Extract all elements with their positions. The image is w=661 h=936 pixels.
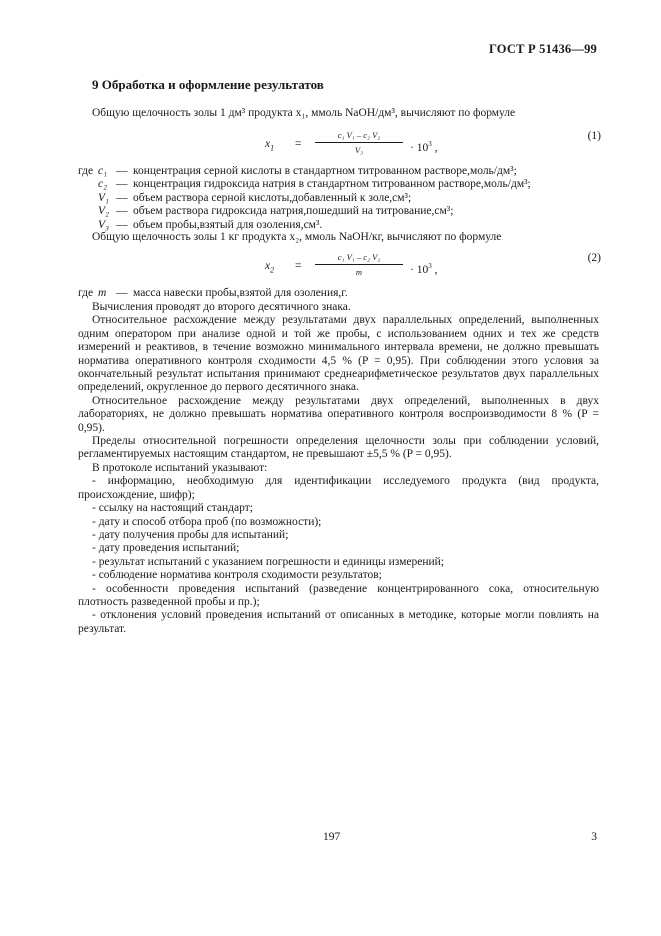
legend-dash: — bbox=[116, 165, 128, 177]
formula-1-equals: = bbox=[295, 138, 302, 150]
protocol-item: - дату проведения испытаний; bbox=[92, 542, 240, 555]
formula-1-denominator: V₃ bbox=[354, 145, 364, 155]
fraction-bar bbox=[315, 142, 403, 143]
document-id-header: ГОСТ Р 51436—99 bbox=[488, 42, 597, 56]
legend-text: объем раствора гидроксида натрия,пошедший на титрование,см³; bbox=[133, 205, 454, 218]
formula-1-numerator: c₁ V₁ – c₂ V₂ bbox=[337, 130, 381, 140]
intro-formula-1: Общую щелочность золы 1 дм³ продукта x₁, ммоль NaOH/дм³, вычисляют по формуле bbox=[92, 107, 516, 119]
legend-symbol: c₁ bbox=[98, 165, 108, 177]
legend-symbol: V₂ bbox=[98, 205, 110, 218]
legend-symbol: m bbox=[98, 287, 107, 299]
formula-2-lhs: $x_2$ bbox=[265, 260, 275, 275]
formula-2-denominator: m bbox=[355, 267, 363, 277]
formula-2-legend bbox=[78, 287, 618, 300]
formula-2-equals: = bbox=[295, 260, 302, 272]
footer-page-number: 3 bbox=[591, 831, 597, 843]
legend-text: концентрация гидроксида натрия в стандартном титрованном растворе,моль/дм³; bbox=[133, 178, 531, 191]
formula-2-fraction bbox=[315, 252, 403, 278]
legend-row bbox=[78, 205, 618, 218]
legend-symbol: V₃ bbox=[98, 218, 110, 231]
formula-1 bbox=[265, 130, 465, 160]
paragraph: В протоколе испытаний указывают: bbox=[92, 461, 268, 474]
protocol-item: - особенности проведения испытаний (разведение концентрированного сока, относительную плотность разведенной пробы и пр.); bbox=[78, 582, 599, 608]
formula-1-multiplier: · $10^3$ , bbox=[410, 140, 438, 154]
fraction-bar bbox=[315, 264, 403, 265]
paragraph: Относительное расхождение между результатами двух параллельных определений, выполненных одним оператором при анализе одной и той же пробы, с использованием одних и тех же средств измерений и реактивов, в течение возможно минимального интервала времени, не должно превышать норматива оперативного контроля сходимости 4,5 % (P = 0,95). При соблюдении этого условия за окончательный результат испытания принимают среднеарифметическое результатов двух параллельных определений, округленное до первого десятичного знака. bbox=[78, 314, 599, 394]
legend-where: где bbox=[78, 287, 94, 299]
paragraph: Вычисления проводят до второго десятичного знака. bbox=[92, 301, 351, 313]
legend-row bbox=[78, 192, 618, 205]
formula-1-legend bbox=[78, 165, 618, 232]
legend-where: где bbox=[78, 165, 94, 177]
legend-symbol: c₂ bbox=[98, 178, 108, 191]
formula-1-fraction bbox=[315, 130, 403, 156]
protocol-item: - ссылку на настоящий стандарт; bbox=[92, 502, 253, 515]
formula-2-number: (2) bbox=[587, 252, 601, 264]
protocol-item: - дату получения пробы для испытаний; bbox=[92, 528, 289, 541]
formula-2-numerator: c₁ V₁ – c₂ V₂ bbox=[337, 252, 381, 262]
legend-row bbox=[78, 219, 618, 232]
legend-text: объем пробы,взятый для озоления,см³. bbox=[133, 218, 323, 231]
legend-row bbox=[78, 178, 618, 191]
protocol-item: - отклонения условий проведения испытаний от описанных в методике, которые могли повлиять на результат. bbox=[78, 609, 599, 635]
legend-dash: — bbox=[116, 218, 128, 231]
legend-text: масса навески пробы,взятой для озоления,г. bbox=[133, 287, 348, 299]
legend-text: концентрация серной кислоты в стандартном титрованном растворе,моль/дм³; bbox=[133, 165, 517, 177]
legend-text: объем раствора серной кислоты,добавленный к золе,см³; bbox=[133, 191, 412, 204]
formula-1-lhs: $x_1$ bbox=[265, 138, 275, 153]
legend-symbol: V₁ bbox=[98, 191, 110, 204]
legend-dash: — bbox=[116, 191, 128, 204]
protocol-item: - дату и способ отбора проб (по возможности); bbox=[92, 515, 322, 528]
results-body bbox=[78, 301, 599, 636]
formula-1-number: (1) bbox=[587, 130, 601, 142]
legend-row bbox=[78, 287, 618, 300]
protocol-item: - соблюдение норматива контроля сходимости результатов; bbox=[92, 569, 382, 582]
formula-2 bbox=[265, 252, 465, 282]
paragraph: Пределы относительной погрешности определения щелочности золы при соблюдении условий, регламентируемых настоящим стандартом, не превышают ±5,5 % (P = 0,95). bbox=[78, 435, 599, 461]
legend-dash: — bbox=[116, 205, 128, 218]
section-title: 9 Обработка и оформление результатов bbox=[92, 77, 324, 92]
protocol-item: - информацию, необходимую для идентификации исследуемого продукта (вид продукта, происхождение, шифр); bbox=[78, 475, 599, 501]
legend-dash: — bbox=[116, 287, 128, 299]
legend-dash: — bbox=[116, 178, 128, 191]
footer-sheet-number: 197 bbox=[323, 831, 341, 843]
paragraph: Относительное расхождение между результатами двух определений, выполненных в двух лабораториях, не должно превышать норматива оперативного контроля воспроизводимости 8 % (P = 0,95). bbox=[78, 394, 599, 434]
protocol-item: - результат испытаний с указанием погрешности и единицы измерений; bbox=[92, 555, 445, 568]
intro-formula-2: Общую щелочность золы 1 кг продукта x₂, ммоль NaOH/кг, вычисляют по формуле bbox=[92, 231, 502, 243]
legend-row bbox=[78, 165, 618, 178]
formula-2-multiplier: · $10^3$ , bbox=[410, 262, 438, 276]
